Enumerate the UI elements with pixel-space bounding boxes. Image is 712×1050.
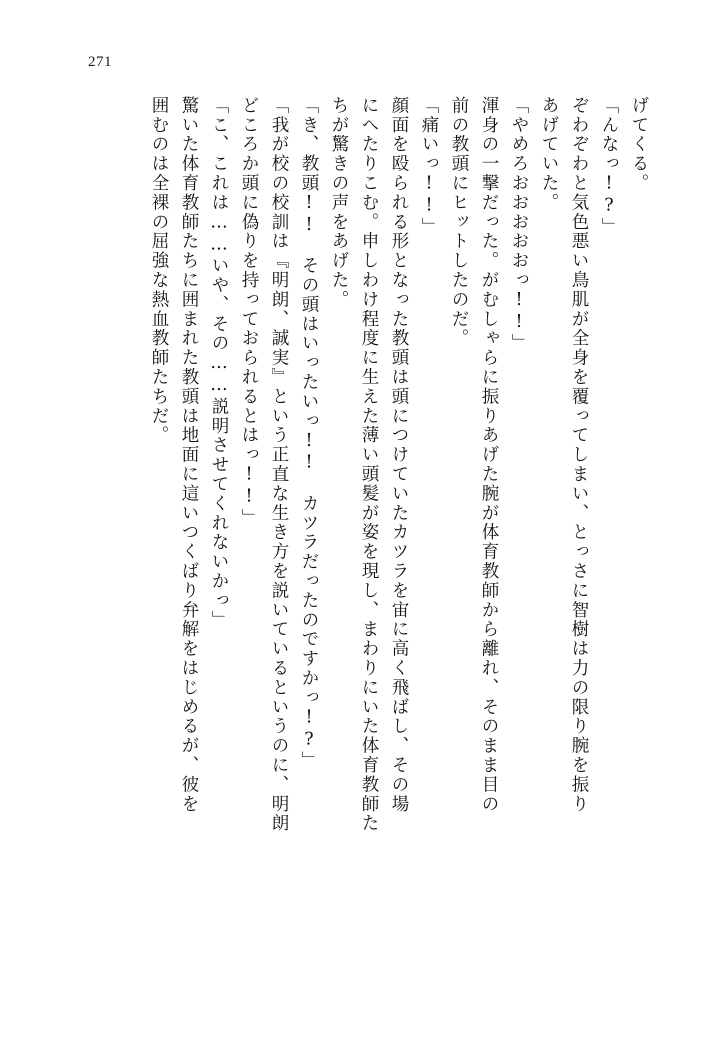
- text-line: 「我が校の校訓は『明朗、誠実』という正直な生き方を説いているというのに、明朗: [269, 96, 289, 834]
- page-number: 271: [88, 54, 112, 70]
- text-line: どころか頭に偽りを持っておられるとはっ!!」: [239, 96, 259, 528]
- text-line: ぞわぞわと気色悪い鳥肌が全身を覆ってしまい、とっさに智樹は力の限り腕を振り: [569, 96, 589, 814]
- text-line: 「き、教頭!! その頭はいったいっ!! カツラだったのですかっ!?」: [299, 96, 319, 771]
- text-line: 「痛いっ!!」: [419, 96, 439, 237]
- text-line: ちが驚きの声をあげた。: [329, 96, 349, 310]
- text-line: 囲むのは全裸の屈強な熱血教師たちだ。: [149, 96, 169, 446]
- text-line: にへたりこむ。申しわけ程度に生えた薄い頭髪が姿を現し、まわりにいた体育教師た: [359, 96, 379, 834]
- text-line: 渾身の一撃だった。がむしゃらに振りあげた腕が体育教師から離れ、そのまま目の: [479, 96, 499, 814]
- text-line: 「んなっ!?」: [599, 96, 619, 237]
- text-line: 「やめろおおおおおっ!!」: [509, 96, 529, 354]
- text-line: あげていた。: [539, 96, 559, 213]
- text-line: 顔面を殴られる形となった教頭は頭につけていたカツラを宙に高く飛ばし、その場: [389, 96, 409, 814]
- text-line: 驚いた体育教師たちに囲まれた教頭は地面に這いつくばり弁解をはじめるが、彼を: [179, 96, 199, 814]
- text-line: げてくる。: [629, 96, 649, 193]
- text-line: 前の教頭にヒットしたのだ。: [449, 96, 469, 349]
- vertical-text-body: [54, 96, 654, 996]
- text-line: 「こ、これは……いや、その……説明させてくれないかっ」: [209, 96, 229, 630]
